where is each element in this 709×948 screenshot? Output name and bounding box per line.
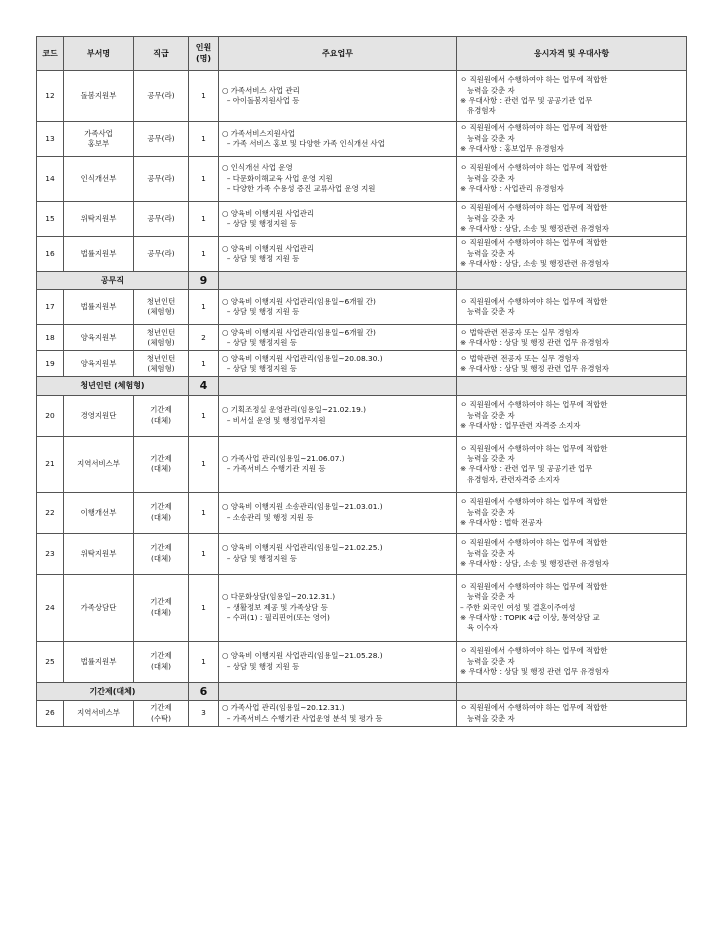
row-rank-line: (체험형) <box>147 363 175 373</box>
table-row <box>37 574 687 641</box>
row-duties-line: – 상담 및 행정지원 등 <box>222 337 297 347</box>
row-code <box>37 325 64 351</box>
row-duties-line: ○ 가족사업 관리(임용일~20.12.31.) <box>222 703 345 713</box>
row-duties-line: – 가족서비스 수행기관 지원 등 <box>222 464 326 474</box>
row-qualifications-line: ㅇ 직원원에서 수행하여야 하는 업무에 적합한 <box>460 538 608 548</box>
row-count <box>189 290 219 325</box>
row-duties <box>219 701 457 727</box>
row-duties-line: ○ 양육비 이행지원 사업관리(임용일~20.08.30.) <box>222 353 383 363</box>
row-rank-line: (수탁) <box>150 713 172 723</box>
row-rank-line: 기간제 <box>150 502 172 512</box>
row-dept <box>64 71 134 122</box>
row-dept-line: 홍보부 <box>87 139 110 148</box>
group-subtotal-row <box>37 377 687 395</box>
row-code-line: 20 <box>45 410 55 420</box>
row-rank-line: (체험형) <box>147 337 175 347</box>
table-row <box>37 71 687 122</box>
row-qualifications-line: ※ 우대사항 : 관련 업무 및 공공기관 업무 <box>460 464 593 474</box>
row-count-line: 1 <box>201 302 206 312</box>
row-code-line: 18 <box>45 332 55 342</box>
row-qualifications <box>457 395 687 436</box>
row-rank-line: 공무(라) <box>147 213 175 223</box>
row-qualifications-line: 능력을 갖춘 자 <box>460 248 515 258</box>
row-qualifications-line: ㅇ 법학관련 전공자 또는 실무 경험자 <box>460 353 579 363</box>
recruitment-table <box>36 36 687 727</box>
row-qualifications-line: ㅇ 직원원에서 수행하여야 하는 업무에 적합한 <box>460 238 608 248</box>
header-row <box>37 37 687 71</box>
row-code <box>37 237 64 272</box>
table-row <box>37 122 687 157</box>
row-code <box>37 71 64 122</box>
row-duties-line: – 생활정보 제공 및 가족상담 등 <box>222 602 328 612</box>
group-count: 4 <box>189 377 219 395</box>
row-count <box>189 395 219 436</box>
row-dept <box>64 701 134 727</box>
row-code <box>37 351 64 377</box>
row-rank <box>134 237 189 272</box>
row-qualifications-line: 능력을 갖춘 자 <box>460 453 515 463</box>
row-qualifications-line: ㅇ 직원원에서 수행하여야 하는 업무에 적합한 <box>460 581 608 591</box>
row-qualifications-line: ㅇ 직원원에서 수행하여야 하는 업무에 적합한 <box>460 297 608 307</box>
row-qualifications-line: 능력을 갖춘 자 <box>460 213 515 223</box>
row-rank <box>134 574 189 641</box>
row-qualifications-line: 능력을 갖춘 자 <box>460 592 515 602</box>
group-empty-cell <box>219 377 457 395</box>
table-row <box>37 641 687 682</box>
row-code-line: 24 <box>45 602 55 612</box>
row-qualifications-line: 유경험자 <box>460 106 496 116</box>
row-qualifications-line: ㅇ 직원원에서 수행하여야 하는 업무에 적합한 <box>460 75 608 85</box>
row-duties-line: ○ 가족서비스지원사업 <box>222 128 296 138</box>
row-dept-line: 위탁지원부 <box>80 213 117 223</box>
group-name: 공무직 <box>37 272 189 290</box>
row-duties-line: – 상담 및 행정지원 등 <box>222 553 297 563</box>
row-code <box>37 202 64 237</box>
row-count <box>189 574 219 641</box>
row-rank-line: (대체) <box>150 661 172 671</box>
row-rank <box>134 71 189 122</box>
row-code-line: 19 <box>45 358 55 368</box>
row-rank-line: 공무(라) <box>147 90 175 100</box>
table-row <box>37 202 687 237</box>
row-dept-line: 이행개선부 <box>80 507 117 517</box>
row-duties-line: – 가족서비스 수행기관 사업운영 분석 및 평가 등 <box>222 713 383 723</box>
table-row <box>37 351 687 377</box>
row-rank <box>134 351 189 377</box>
row-duties <box>219 641 457 682</box>
row-code-line: 14 <box>45 173 55 183</box>
row-qualifications-line: ※ 우대사항 : 법학 전공자 <box>460 517 543 527</box>
row-dept <box>64 641 134 682</box>
row-code-line: 15 <box>45 213 55 223</box>
row-qualifications <box>457 325 687 351</box>
row-dept-line: 인식개선부 <box>80 173 117 183</box>
row-duties-line: ○ 양육비 이행지원 사업관리(임용일~21.05.28.) <box>222 651 383 661</box>
header-count <box>189 37 219 71</box>
row-rank-line: (대체) <box>150 553 172 563</box>
row-qualifications-line: ※ 우대사항 : 업무관련 자격증 소지자 <box>460 420 581 430</box>
row-qualifications-line: 유경험자, 관련자격증 소지자 <box>460 474 560 484</box>
row-qualifications-line: ㅇ 직원원에서 수행하여야 하는 업무에 적합한 <box>460 400 608 410</box>
row-duties <box>219 351 457 377</box>
row-code-line: 17 <box>45 302 55 312</box>
row-dept-line: 법률지원부 <box>80 302 117 312</box>
row-rank-line: 기간제 <box>150 453 172 463</box>
group-count: 6 <box>189 682 219 700</box>
row-code-line: 21 <box>45 459 55 469</box>
row-count <box>189 351 219 377</box>
group-subtotal-row <box>37 682 687 700</box>
row-count-line: 2 <box>201 332 206 342</box>
row-dept-line: 법률지원부 <box>80 248 117 258</box>
row-qualifications-line: 능력을 갖춘 자 <box>460 656 515 666</box>
row-qualifications-line: ※ 우대사항 : 상담, 소송 및 행정관련 유경험자 <box>460 224 609 234</box>
row-duties-line: – 상담 및 행정 지원 등 <box>222 661 300 671</box>
table-row <box>37 395 687 436</box>
row-count-line: 1 <box>201 656 206 666</box>
row-qualifications <box>457 290 687 325</box>
table-row <box>37 325 687 351</box>
header-count-line: (명) <box>195 53 212 63</box>
row-dept-line: 가족상담단 <box>80 602 117 612</box>
row-duties <box>219 122 457 157</box>
row-rank <box>134 157 189 202</box>
row-dept <box>64 202 134 237</box>
row-qualifications <box>457 701 687 727</box>
row-rank-line: (체험형) <box>147 307 175 317</box>
row-duties-line: – 다문화이해교육 사업 운영 지원 <box>222 173 333 183</box>
group-name: 청년인턴 (체험형) <box>37 377 189 395</box>
row-dept <box>64 351 134 377</box>
row-count-line: 1 <box>201 602 206 612</box>
row-qualifications-line: ※ 우대사항 : 상담 및 행정 관련 업무 유경험자 <box>460 666 609 676</box>
row-count-line: 3 <box>201 708 206 718</box>
header-code: 코드 <box>37 37 64 71</box>
row-count <box>189 641 219 682</box>
row-qualifications-line: 능력을 갖춘 자 <box>460 713 515 723</box>
header-qual: 응시자격 및 우대사항 <box>457 37 687 71</box>
row-duties <box>219 436 457 492</box>
group-count: 9 <box>189 272 219 290</box>
row-code <box>37 122 64 157</box>
row-qualifications <box>457 351 687 377</box>
row-dept-line: 돌봄지원부 <box>80 90 117 100</box>
row-rank-line: 기간제 <box>150 651 172 661</box>
row-qualifications <box>457 436 687 492</box>
row-duties-line: ○ 양육비 이행지원 사업관리(임용일~21.02.25.) <box>222 543 383 553</box>
row-qualifications-line: ※ 우대사항 : 상담, 소송 및 행정관련 유경험자 <box>460 259 609 269</box>
row-code <box>37 574 64 641</box>
row-count-line: 1 <box>201 548 206 558</box>
row-rank-line: (대체) <box>150 415 172 425</box>
row-qualifications-line: ㅇ 법학관련 전공자 또는 실무 경험자 <box>460 327 579 337</box>
row-rank-line: 기간제 <box>150 543 172 553</box>
row-count-line: 1 <box>201 248 206 258</box>
row-qualifications-line: ※ 우대사항 : 홍보업무 유경험자 <box>460 144 564 154</box>
row-qualifications-line: 능력을 갖춘 자 <box>460 133 515 143</box>
row-qualifications-line: ㅇ 직원원에서 수행하여야 하는 업무에 적합한 <box>460 443 608 453</box>
row-count <box>189 436 219 492</box>
row-duties-line: ○ 양육비 이행지원 사업관리(임용일~6개월 간) <box>222 327 376 337</box>
row-count <box>189 122 219 157</box>
row-duties-line: – 상담 및 행정 지원 등 <box>222 307 300 317</box>
row-qualifications-line: 능력을 갖춘 자 <box>460 410 515 420</box>
row-qualifications-line: ※ 우대사항 : TOPIK 4급 이상, 통역상담 교 <box>460 612 600 622</box>
row-qualifications-line: ㅇ 직원원에서 수행하여야 하는 업무에 적합한 <box>460 123 608 133</box>
row-duties-line: ○ 양육비 이행지원 사업관리(임용일~6개월 간) <box>222 297 376 307</box>
row-code-line: 16 <box>45 248 55 258</box>
row-rank-line: (대체) <box>150 607 172 617</box>
row-duties-line: ○ 양육비 이행지원 소송관리(임용일~21.03.01.) <box>222 502 383 512</box>
row-qualifications-line: ㅇ 직원원에서 수행하여야 하는 업무에 적합한 <box>460 497 608 507</box>
table-row <box>37 701 687 727</box>
header-rank: 직급 <box>134 37 189 71</box>
row-count <box>189 325 219 351</box>
row-rank-line: 기간제 <box>150 703 172 713</box>
row-duties <box>219 492 457 533</box>
row-qualifications-line: 능력을 갖춘 자 <box>460 173 515 183</box>
row-count <box>189 701 219 727</box>
row-count <box>189 202 219 237</box>
row-rank <box>134 436 189 492</box>
header-duties: 주요업무 <box>219 37 457 71</box>
row-dept <box>64 574 134 641</box>
row-dept <box>64 436 134 492</box>
row-duties-line: ○ 인식개선 사업 운영 <box>222 163 293 173</box>
row-duties-line: ○ 기획조정실 운영관리(임용일~21.02.19.) <box>222 405 367 415</box>
row-duties <box>219 395 457 436</box>
row-code-line: 22 <box>45 507 55 517</box>
row-dept <box>64 492 134 533</box>
row-count-line: 1 <box>201 173 206 183</box>
row-code <box>37 533 64 574</box>
row-qualifications <box>457 533 687 574</box>
row-dept-line: 위탁지원부 <box>80 548 117 558</box>
group-subtotal-row <box>37 272 687 290</box>
row-code <box>37 290 64 325</box>
row-count <box>189 533 219 574</box>
row-dept <box>64 122 134 157</box>
row-rank-line: (대체) <box>150 464 172 474</box>
row-count <box>189 157 219 202</box>
row-code <box>37 395 64 436</box>
header-count-line: 인원 <box>195 43 212 53</box>
row-qualifications-line: ※ 우대사항 : 상담 및 행정 관련 업무 유경험자 <box>460 337 609 347</box>
row-qualifications-line: ㅇ 직원원에서 수행하여야 하는 업무에 적합한 <box>460 646 608 656</box>
table-row <box>37 157 687 202</box>
row-qualifications <box>457 71 687 122</box>
row-dept <box>64 157 134 202</box>
row-rank <box>134 202 189 237</box>
row-count-line: 1 <box>201 133 206 143</box>
row-code <box>37 701 64 727</box>
row-duties <box>219 325 457 351</box>
row-duties-line: – 수퍼(1) : 필리핀어(또는 영어) <box>222 612 330 622</box>
row-qualifications <box>457 574 687 641</box>
row-rank <box>134 492 189 533</box>
row-count-line: 1 <box>201 410 206 420</box>
row-qualifications-line: 능력을 갖춘 자 <box>460 548 515 558</box>
row-qualifications-line: 육 이수자 <box>460 623 498 633</box>
row-rank-line: 공무(라) <box>147 133 175 143</box>
row-count-line: 1 <box>201 90 206 100</box>
row-rank-line: 청년인턴 <box>146 327 176 337</box>
row-qualifications-line: ※ 우대사항 : 상담 및 행정 관련 업무 유경험자 <box>460 363 609 373</box>
row-dept-line: 지역서비스부 <box>77 459 120 469</box>
row-rank-line: 청년인턴 <box>146 297 176 307</box>
row-dept-line: 양육지원부 <box>80 332 117 342</box>
row-code-line: 23 <box>45 548 55 558</box>
row-rank-line: 기간제 <box>150 597 172 607</box>
row-qualifications <box>457 492 687 533</box>
row-duties <box>219 533 457 574</box>
table-row <box>37 290 687 325</box>
row-code <box>37 492 64 533</box>
table-row <box>37 492 687 533</box>
row-duties-line: – 비서실 운영 및 행정업무지원 <box>222 415 326 425</box>
row-qualifications <box>457 641 687 682</box>
row-duties-line: ○ 양육비 이행지원 사업관리 <box>222 208 315 218</box>
row-duties-line: – 상담 및 행정지원 등 <box>222 219 297 228</box>
row-duties <box>219 237 457 272</box>
header-dept: 부서명 <box>64 37 134 71</box>
row-rank <box>134 395 189 436</box>
row-rank-line: 공무(라) <box>147 248 175 258</box>
row-duties-line: – 상담 및 행정지원 등 <box>222 363 297 373</box>
row-duties-line: ○ 가족서비스 사업 관리 <box>222 85 300 95</box>
row-count-line: 1 <box>201 213 206 223</box>
row-qualifications <box>457 237 687 272</box>
row-count-line: 1 <box>201 358 206 368</box>
row-code-line: 25 <box>45 656 55 666</box>
row-count-line: 1 <box>201 459 206 469</box>
table-row <box>37 533 687 574</box>
row-count <box>189 237 219 272</box>
row-rank-line: 공무(라) <box>147 173 175 183</box>
row-duties <box>219 157 457 202</box>
row-code-line: 12 <box>45 90 55 100</box>
row-duties-line: – 상담 및 행정 지원 등 <box>222 254 300 263</box>
row-duties <box>219 202 457 237</box>
row-rank <box>134 641 189 682</box>
row-duties-line: ○ 다문화상담(임용일~20.12.31.) <box>222 592 336 602</box>
row-dept <box>64 290 134 325</box>
row-dept-line: 법률지원부 <box>80 656 117 666</box>
row-duties-line: – 아이돌봄지원사업 등 <box>222 96 300 105</box>
row-rank <box>134 325 189 351</box>
row-code-line: 26 <box>45 708 55 718</box>
row-duties <box>219 574 457 641</box>
row-rank <box>134 701 189 727</box>
row-duties-line: – 다양한 가족 수용성 증진 교류사업 운영 지원 <box>222 184 376 194</box>
row-rank <box>134 122 189 157</box>
row-dept-line: 지역서비스부 <box>77 708 120 718</box>
row-code-line: 13 <box>45 133 55 143</box>
row-duties-line: ○ 양육비 이행지원 사업관리 <box>222 243 315 253</box>
row-duties <box>219 71 457 122</box>
row-count-line: 1 <box>201 507 206 517</box>
row-qualifications <box>457 202 687 237</box>
group-empty-cell <box>457 682 687 700</box>
row-rank-line: (대체) <box>150 512 172 522</box>
row-qualifications-line: ㅇ 직원원에서 수행하여야 하는 업무에 적합한 <box>460 703 608 713</box>
row-qualifications <box>457 157 687 202</box>
table-row <box>37 436 687 492</box>
row-code <box>37 641 64 682</box>
row-rank-line: 청년인턴 <box>146 353 176 363</box>
row-qualifications-line: 능력을 갖춘 자 <box>460 307 515 317</box>
row-rank <box>134 290 189 325</box>
row-dept <box>64 533 134 574</box>
row-dept-line: 양육지원부 <box>80 358 117 368</box>
row-qualifications-line: ※ 우대사항 : 상담, 소송 및 행정관련 유경험자 <box>460 558 609 568</box>
group-name: 기간제(대체) <box>37 682 189 700</box>
row-duties-line: – 소송관리 및 행정 지원 등 <box>222 512 314 522</box>
row-dept <box>64 395 134 436</box>
row-duties-line: – 가족 서비스 홍보 및 다양한 가족 인식개선 사업 <box>222 139 385 148</box>
row-count <box>189 492 219 533</box>
row-qualifications-line: ㅇ 직원원에서 수행하여야 하는 업무에 적합한 <box>460 203 608 213</box>
row-dept <box>64 325 134 351</box>
row-dept-line: 경영지원단 <box>80 410 117 420</box>
row-qualifications-line: – 주한 외국인 여성 및 결혼이주여성 <box>460 602 576 612</box>
group-empty-cell <box>219 272 457 290</box>
row-duties-line: ○ 가족사업 관리(임용일~21.06.07.) <box>222 453 345 463</box>
row-count <box>189 71 219 122</box>
row-qualifications-line: 능력을 갖춘 자 <box>460 85 515 95</box>
row-qualifications-line: ㅇ 직원원에서 수행하여야 하는 업무에 적합한 <box>460 163 608 173</box>
row-rank <box>134 533 189 574</box>
row-code <box>37 436 64 492</box>
group-empty-cell <box>457 272 687 290</box>
table-row <box>37 237 687 272</box>
row-qualifications-line: ※ 우대사항 : 사업관리 유경험자 <box>460 184 564 194</box>
row-duties <box>219 290 457 325</box>
row-dept <box>64 237 134 272</box>
group-empty-cell <box>457 377 687 395</box>
row-qualifications-line: ※ 우대사항 : 관련 업무 및 공공기관 업무 <box>460 96 593 105</box>
row-dept-line: 가족사업 <box>84 128 113 138</box>
row-rank-line: 기간제 <box>150 405 172 415</box>
row-code <box>37 157 64 202</box>
group-empty-cell <box>219 682 457 700</box>
row-qualifications-line: 능력을 갖춘 자 <box>460 507 515 517</box>
row-qualifications <box>457 122 687 157</box>
